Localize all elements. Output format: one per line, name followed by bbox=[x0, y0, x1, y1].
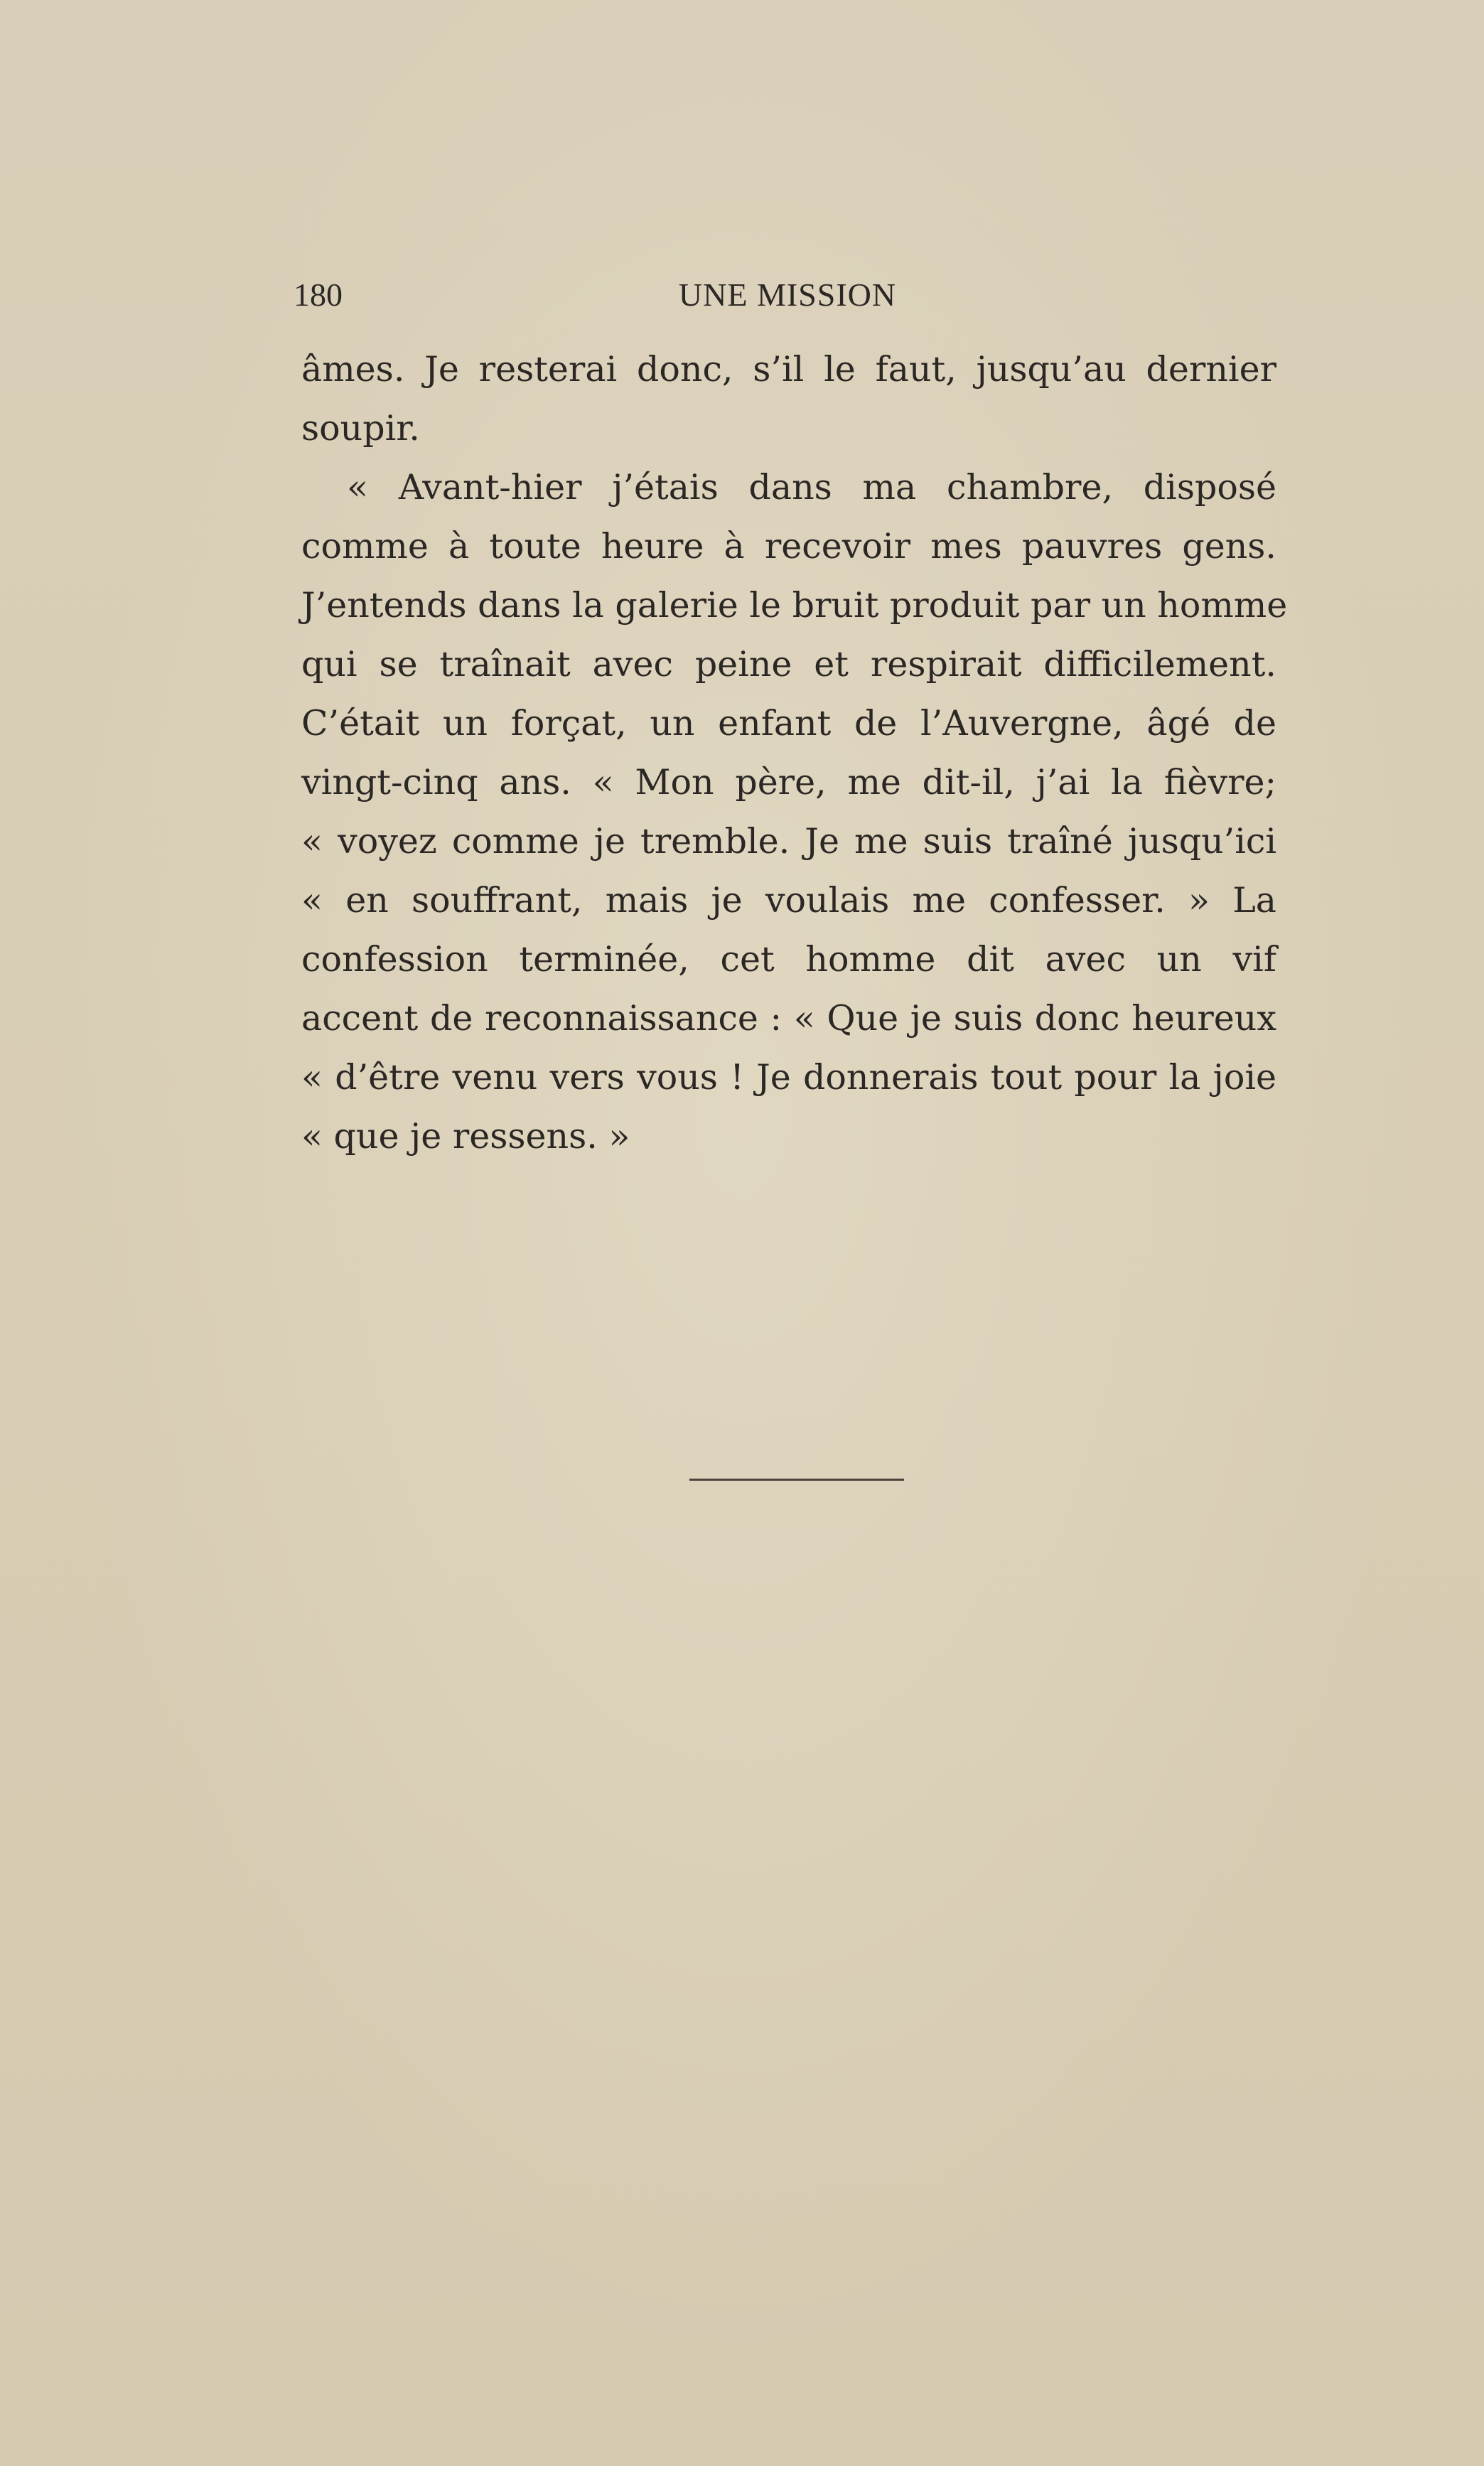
text-line: soupir. bbox=[301, 408, 420, 449]
body-text bbox=[301, 340, 1288, 1166]
text-line: « que je ressens. » bbox=[301, 1116, 630, 1157]
running-head bbox=[294, 274, 1281, 316]
text-line: accent de reconnaissance : « Que je suis donc heureux bbox=[301, 998, 1276, 1039]
text-line: « en souffrant, mais je voulais me confesser. » La bbox=[301, 880, 1276, 921]
page-number: 180 bbox=[294, 277, 343, 313]
text-line: « Avant-hier j’étais dans ma chambre, disposé bbox=[347, 467, 1276, 508]
text-line: confession terminée, cet homme dit avec un vif bbox=[301, 939, 1276, 980]
text-line: âmes. Je resterai donc, s’il le faut, jusqu’au dernier bbox=[301, 349, 1276, 390]
text-line: comme à toute heure à recevoir mes pauvres gens. bbox=[301, 526, 1276, 567]
text-line: qui se traînait avec peine et respirait difficilement. bbox=[301, 644, 1276, 685]
running-title: UNE MISSION bbox=[678, 277, 897, 313]
text-line: « d’être venu vers vous ! Je donnerais tout pour la joie bbox=[301, 1057, 1276, 1098]
text-line: vingt-cinq ans. « Mon père, me dit-il, j’ai la fièvre; bbox=[301, 762, 1276, 803]
section-end-rule bbox=[689, 1479, 904, 1481]
text-line: C’était un forçat, un enfant de l’Auvergne, âgé de bbox=[301, 703, 1276, 744]
text-line: « voyez comme je tremble. Je me suis traîné jusqu’ici bbox=[301, 821, 1276, 862]
text-line: J’entends dans la galerie le bruit produit par un homme bbox=[301, 585, 1288, 626]
